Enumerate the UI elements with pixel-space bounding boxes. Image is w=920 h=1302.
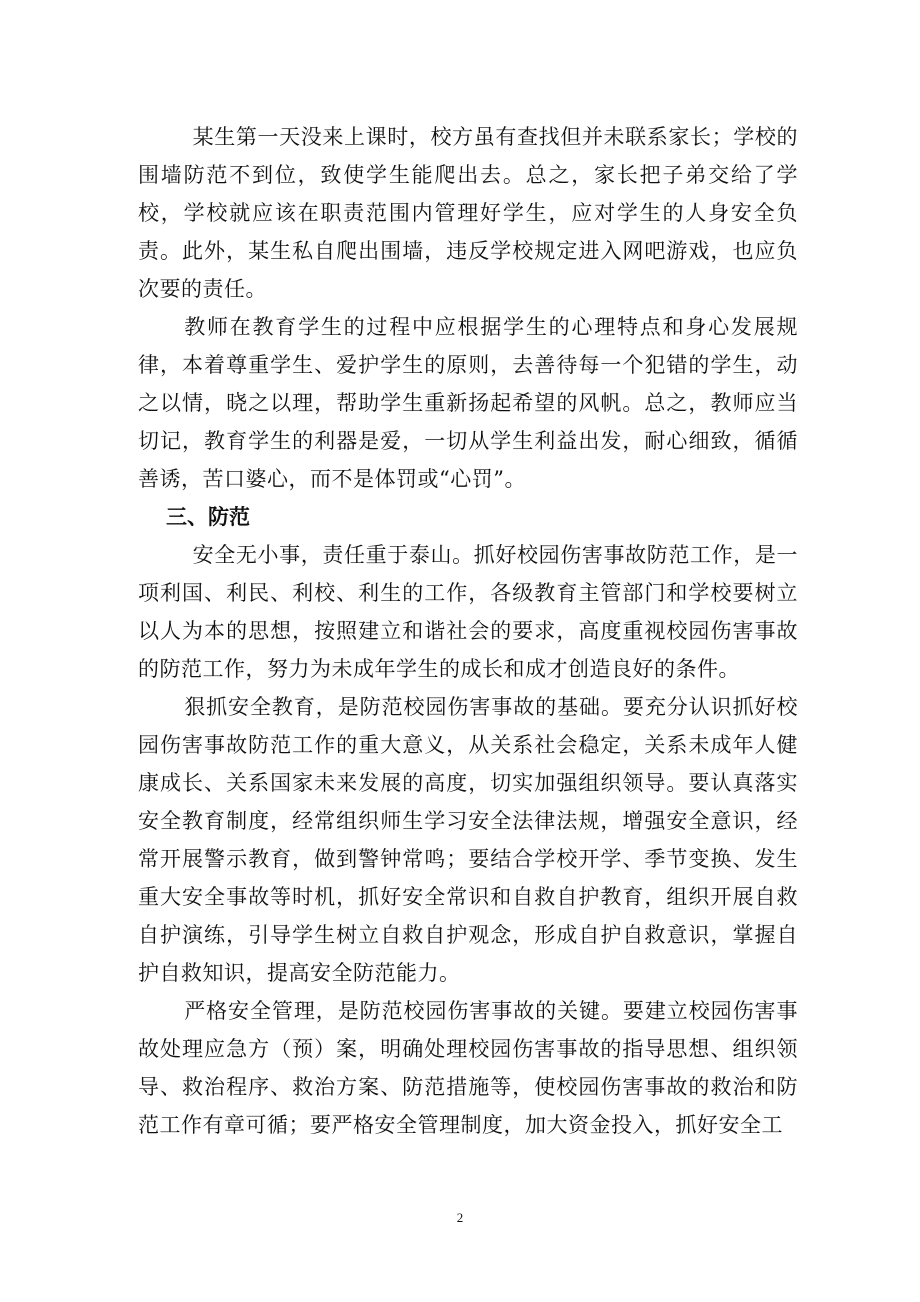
- paragraph-1: 某生第一天没来上课时，校方虽有查找但并未联系家长；学校的围墙防范不到位，致使学生能爬出去。总之，家长把子弟交给了学校，学校就应该在职责范围内管理好学生，应对学生的人身安全负责。此外，某生私自爬出围墙，违反学校规定进入网吧游戏，也应负次要的责任。: [138, 125, 798, 301]
- page-number: 2: [456, 1210, 464, 1225]
- section-paragraph-3: 严格安全管理，是防范校园伤害事故的关键。要建立校园伤害事故处理应急方（预）案，明确处理校园伤害事故的指导思想、组织领导、救治程序、救治方案、防范措施等，使校园伤害事故的救治和防范工作有章可循；要严格安全管理制度，加大资金投入，抓好安全工: [138, 999, 798, 1137]
- section-heading: 三、防范: [166, 505, 250, 529]
- paragraph-2: 教师在教育学生的过程中应根据学生的心理特点和身心发展规律，本着尊重学生、爱护学生的原则，去善待每一个犯错的学生，动之以情，晓之以理，帮助学生重新扬起希望的风帆。总之，教师应当切记，教育学生的利器是爱，一切从学生利益出发，耐心细致，循循善诱，苦口婆心，而不是体罚或“心罚”。: [138, 315, 798, 491]
- document-body: [138, 118, 798, 1144]
- section-paragraph-1: 安全无小事，责任重于泰山。抓好校园伤害事故防范工作，是一项利国、利民、利校、利生的工作，各级教育主管部门和学校要树立以人为本的思想，按照建立和谐社会的要求，高度重视校园伤害事故的防范工作，努力为未成年学生的成长和成才创造良好的条件。: [138, 543, 798, 681]
- section-paragraph-2: 狠抓安全教育，是防范校园伤害事故的基础。要充分认识抓好校园伤害事故防范工作的重大意义，从关系社会稳定，关系未成年人健康成长、关系国家未来发展的高度，切实加强组织领导。要认真落实安全教育制度，经常组织师生学习安全法律法规，增强安全意识，经常开展警示教育，做到警钟常鸣；要结合学校开学、季节变换、发生重大安全事故等时机，抓好安全常识和自救自护教育，组织开展自救自护演练，引导学生树立自救自护观念，形成自护自救意识，掌握自护自救知识，提高安全防范能力。: [138, 695, 798, 985]
